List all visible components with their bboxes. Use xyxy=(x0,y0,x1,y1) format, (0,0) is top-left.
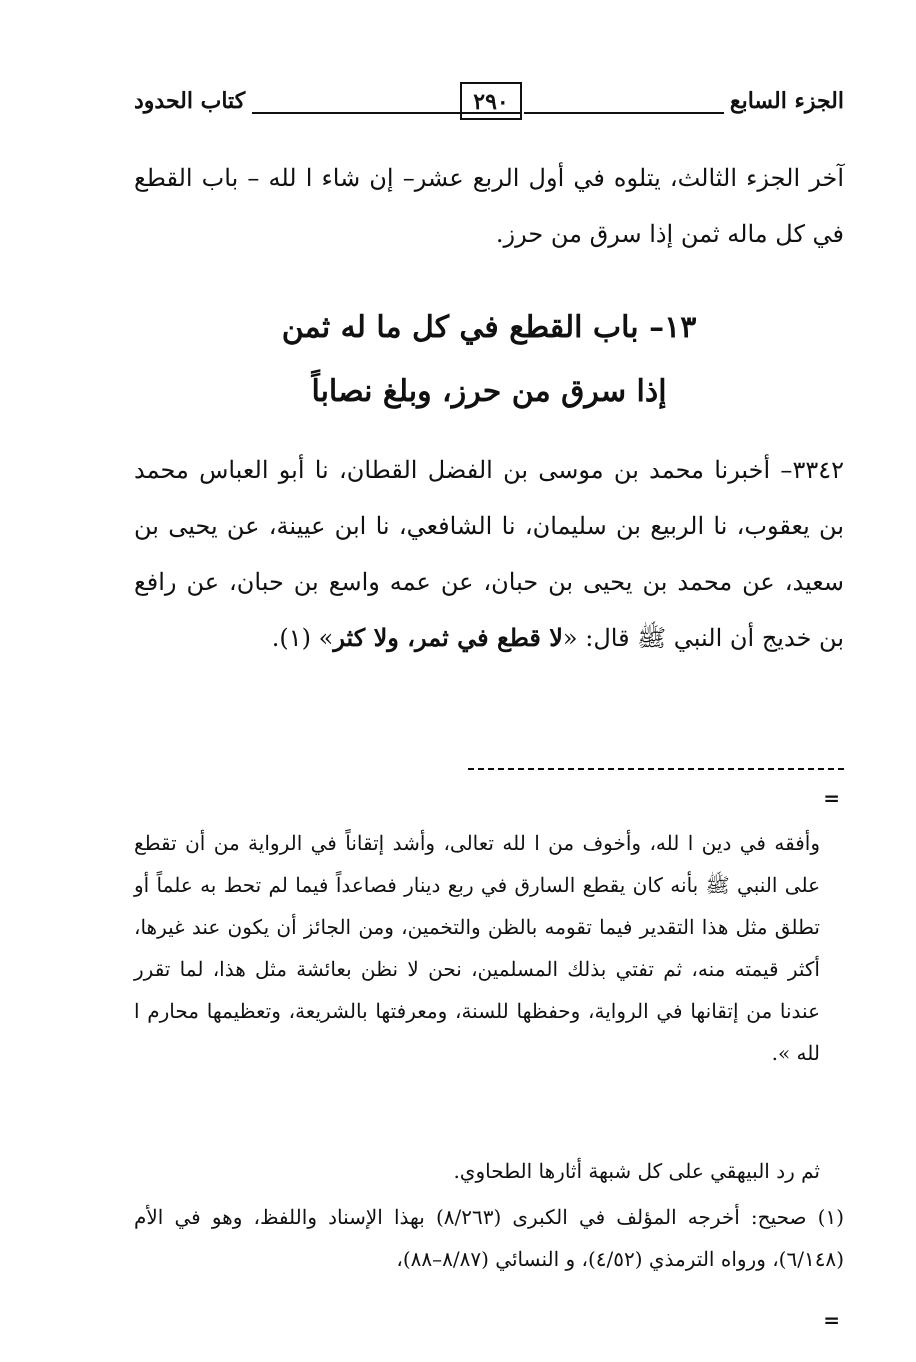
continues-next-page-mark: = xyxy=(823,1308,840,1332)
page-number: ٢٩٠ xyxy=(460,82,522,120)
hadith-footnote-ref: » (١). xyxy=(271,624,334,652)
hadith-quote: لا قطع في ثمر، ولا كثر xyxy=(333,623,563,652)
continued-footnote-mark: = xyxy=(823,786,840,810)
header-part-label: الجزء السابع xyxy=(729,88,844,114)
footnote-closing-line: ثم رد البيهقي على كل شبهة أثارها الطحاوي. xyxy=(453,1159,820,1183)
footnote-1: (١) صحيح: أخرجه المؤلف في الكبرى (٨/٢٦٣) بهذا الإسناد واللفظ، وهو في الأم (٦/١٤٨)، ورواه الترمذي (٤/٥٢)، و النسائي (٨/٨٧–٨٨)، xyxy=(134,1205,844,1271)
header-rule-left xyxy=(252,112,522,114)
hadith-paragraph xyxy=(134,442,844,666)
footnote-continuation: وأفقه في دين ا لله، وأخوف من ا لله تعالى، وأشد إتقاناً في الرواية من أن تقطع على النبي ﷺ بأنه كان يقطع السارق في ربع دينار فصاعداً فيما لم تحط به علماً أو تطلق مثل هذا التقدير فيما تقومه بالظن والتخمين، ومن الجائز أن يكون عند غيرها، أكثر قيمته منه، ثم تفتي بذلك المسلمين، نحن لا نظن بعائشة مثل هذا، لما تقرر عندنا من إتقانها في الرواية، وحفظها للسنة، ومعرفتها بالشريعة، وتعظيمها محارم ا لله ». xyxy=(134,831,820,1065)
chapter-title-line-2: إذا سرق من حرز، وبلغ نصاباً xyxy=(311,374,667,409)
hadith-isnad: ٣٣٤٢– أخبرنا محمد بن موسى بن الفضل القطان، نا أبو العباس محمد بن يعقوب، نا الربيع بن سليمان، نا الشافعي، نا ابن عيينة، عن يحيى بن سعيد، عن محمد بن يحيى بن حبان، عن عمه واسع بن حبان، عن رافع بن خديج أن النبي ﷺ قال: « xyxy=(134,456,844,652)
intro-paragraph: آخر الجزء الثالث، يتلوه في أول الربع عشر– إن شاء ا لله – باب القطع في كل ماله ثمن إذا سرق من حرز. xyxy=(134,164,844,248)
header-book-title: كتاب الحدود xyxy=(134,88,246,114)
header-rule-right xyxy=(524,112,724,114)
running-header xyxy=(134,82,844,126)
footnote-separator xyxy=(468,768,844,770)
chapter-title-line-1: ١٣– باب القطع في كل ما له ثمن xyxy=(281,310,697,345)
